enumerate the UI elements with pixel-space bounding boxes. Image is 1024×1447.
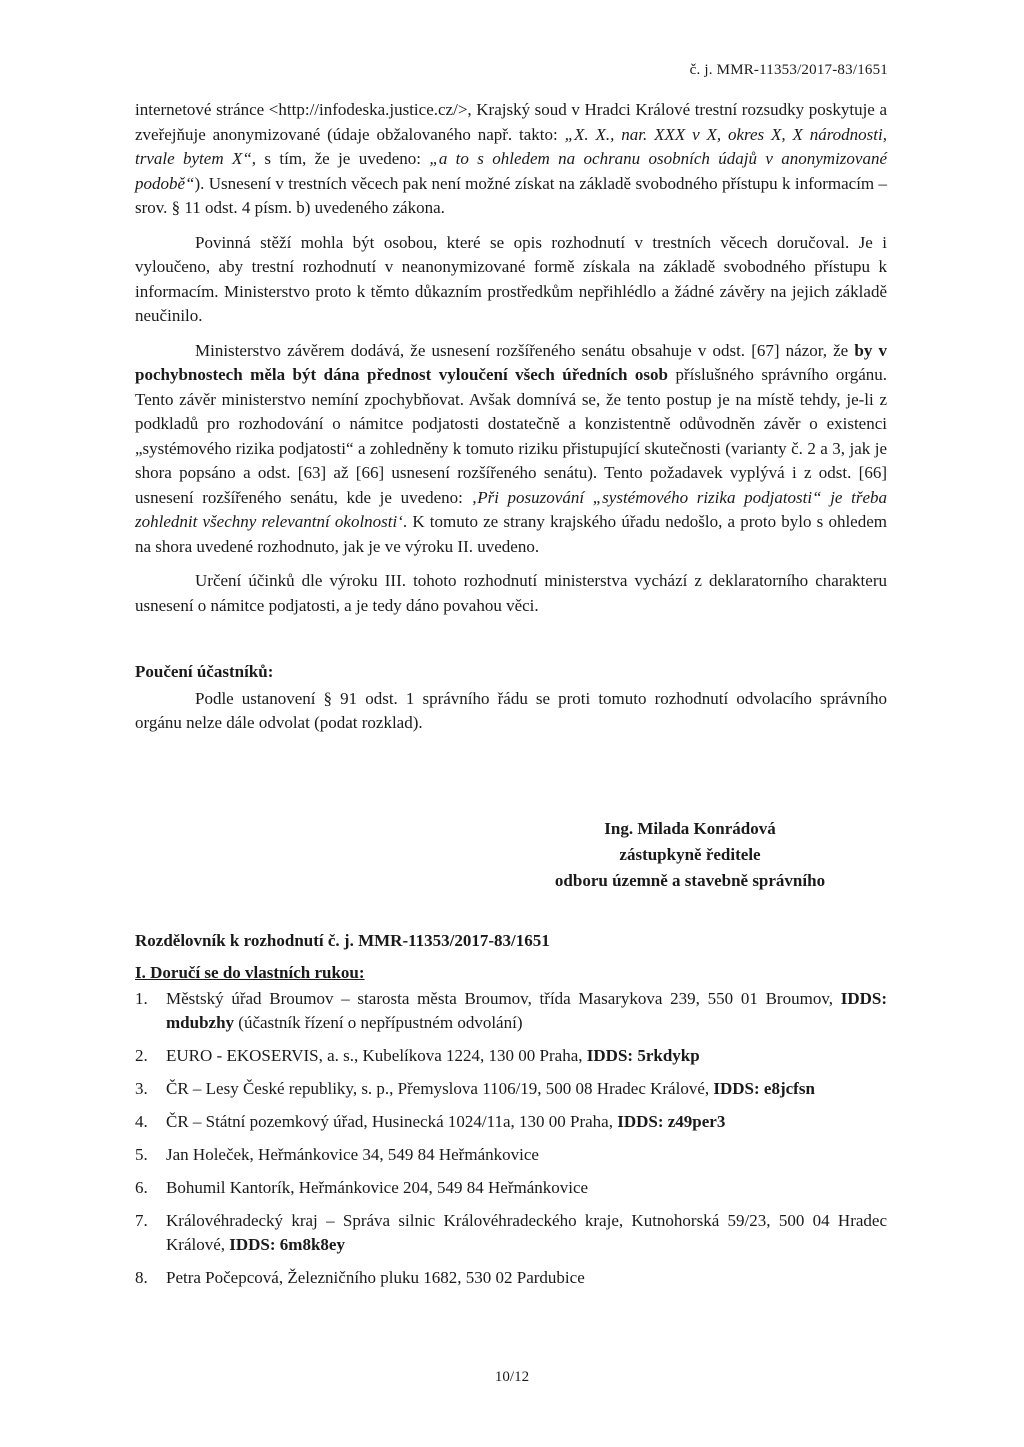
item-text: Jan Holeček, Heřmánkovice 34, 549 84 Heřmánkovice — [166, 1145, 539, 1164]
reference-number: č. j. MMR-11353/2017-83/1651 — [689, 62, 888, 78]
instruction-heading: Poučení účastníků: — [135, 662, 274, 681]
recipient-item — [135, 987, 887, 1035]
item-text: Královéhradecký kraj – Správa silnic Královéhradeckého kraje, Kutnohorská 59/23, 500 04 Hradec Králové, IDDS: 6m8k8ey — [166, 1211, 887, 1254]
p1-text-a: internetové stránce < — [135, 100, 279, 119]
item-number: 8. — [135, 1268, 148, 1287]
instruction-text: Podle ustanovení § 91 odst. 1 správního řádu se proti tomuto rozhodnutí odvolacího správního orgánu nelze dále odvolat (podat rozklad). — [135, 688, 887, 732]
recipient-item — [135, 1044, 887, 1068]
p3-bold-statement: by v pochybnostech měla být dána přednost vyloučení všech úředních osob — [135, 340, 887, 384]
p3-text-a: Ministerstvo závěrem dodává, že usnesení rozšířeného senátu obsahuje v odst. [67] názor, že — [195, 340, 855, 360]
paragraph-conclusion — [135, 339, 887, 560]
signatory-role: zástupkyně ředitele — [619, 845, 761, 864]
item-number: 4. — [135, 1112, 148, 1131]
paragraph-effects: Určení účinků dle výroku III. tohoto rozhodnutí ministerstva vychází z deklaratorního charakteru usnesení o námitce podjatosti, a je tedy dáno povahou věci. — [135, 571, 887, 615]
item-text: Městský úřad Broumov – starosta města Broumov, třída Masarykova 239, 550 01 Broumov, IDDS: mdubzhy (účastník řízení o nepřípustném odvolání) — [166, 989, 887, 1032]
recipient-item — [135, 1143, 887, 1167]
signatory-department: odboru územně a stavebně správního — [554, 871, 826, 890]
recipient-item — [135, 1176, 887, 1200]
p1-text-b: >, Krajský soud v Hradci Králové trestní rozsudky poskytuje a zveřejňuje anonymizované (údaje obžalovaného např. takto: — [135, 100, 887, 144]
body-text — [135, 98, 887, 736]
p1-anonymized-example: „X. X., nar. XXX v X, okres X, X národnosti, trvale bytem X“ — [135, 124, 887, 168]
item-text: ČR – Státní pozemkový úřad, Husinecká 1024/11a, 130 00 Praha, IDDS: z49per3 — [166, 1112, 726, 1131]
item-number: 1. — [135, 989, 148, 1008]
distribution-section-heading: I. Doručí se do vlastních rukou: — [135, 963, 365, 982]
distribution-title: Rozdělovník k rozhodnutí č. j. MMR-11353/2017-83/1651 — [135, 931, 550, 950]
p1-note-quote: „a to s ohledem na ochranu osobních údajů v anonymizované podobě“ — [135, 149, 887, 193]
recipient-item — [135, 1266, 887, 1290]
page-number: 10/12 — [494, 1369, 530, 1385]
p1-text-d: , s tím, že je uvedeno: — [251, 149, 430, 168]
recipient-item — [135, 1209, 887, 1257]
signature-block — [500, 816, 880, 894]
distribution-list — [135, 929, 887, 1299]
p3-text-c: příslušného správního orgánu. Tento závěr ministerstvo nemíní zpochybňovat. Avšak domnívá se, že tento postup je na místě tehdy, je-li z podkladů pro rozhodování o námitce podjatosti dostatečně a konzistentně odůvodněn závěr o existenci „systémového rizika podjatosti“ a zohledněny k tomuto riziku přistupující skutečnosti (varianty č. 2 a 3, jak je shora popsáno a odst. [63] až [66] usnesení rozšířeného senátu). Tento požadavek vyplývá i z odst. [66] usnesení rozšířeného senátu, kde je uvedeno: — [135, 365, 887, 507]
item-text: Bohumil Kantorík, Heřmánkovice 204, 549 84 Heřmánkovice — [166, 1178, 589, 1197]
item-text: EURO - EKOSERVIS, a. s., Kubelíkova 1224, 130 00 Praha, IDDS: 5rkdykp — [166, 1046, 700, 1065]
item-number: 2. — [135, 1046, 148, 1065]
recipient-item — [135, 1077, 887, 1101]
item-number: 7. — [135, 1211, 148, 1230]
item-number: 5. — [135, 1145, 148, 1164]
paragraph-evidence: Povinná stěží mohla být osobou, které se opis rozhodnutí v trestních věcech doručoval. Je i vyloučeno, aby trestní rozhodnutí v neanonymizované formě získala na základě svobodného přístupu k informacím. Ministerstvo proto k těmto důkazním prostředkům nepřihlédlo a žádné závěry na jejich základě neučinilo. — [135, 232, 887, 325]
recipient-list — [135, 987, 887, 1290]
item-number: 3. — [135, 1079, 148, 1098]
item-text: ČR – Lesy České republiky, s. p., Přemyslova 1106/19, 500 08 Hradec Králové, IDDS: e8jcfsn — [166, 1079, 815, 1098]
recipient-item — [135, 1110, 887, 1134]
p3-text-e: . K tomuto ze strany krajského úřadu nedošlo, a proto bylo s ohledem na shora uvedené rozhodnuto, jak je ve výroku II. uvedeno. — [135, 512, 887, 556]
item-number: 6. — [135, 1178, 148, 1197]
infodeska-link[interactable]: http://infodeska.justice.cz/ — [278, 100, 458, 119]
p1-text-f: ). Usnesení v trestních věcech pak není možné získat na základě svobodného přístupu k informacím – srov. § 11 odst. 4 písm. b) uvedeného zákona. — [135, 173, 887, 217]
item-text: Petra Počepcová, Železničního pluku 1682, 530 02 Pardubice — [166, 1268, 585, 1287]
signatory-name: Ing. Milada Konrádová — [604, 819, 776, 838]
p3-citation: ‚Při posuzování „systémového rizika podjatosti“ je třeba zohlednit všechny relevantní okolnosti‘ — [135, 487, 887, 531]
paragraph-court-records — [135, 98, 887, 221]
